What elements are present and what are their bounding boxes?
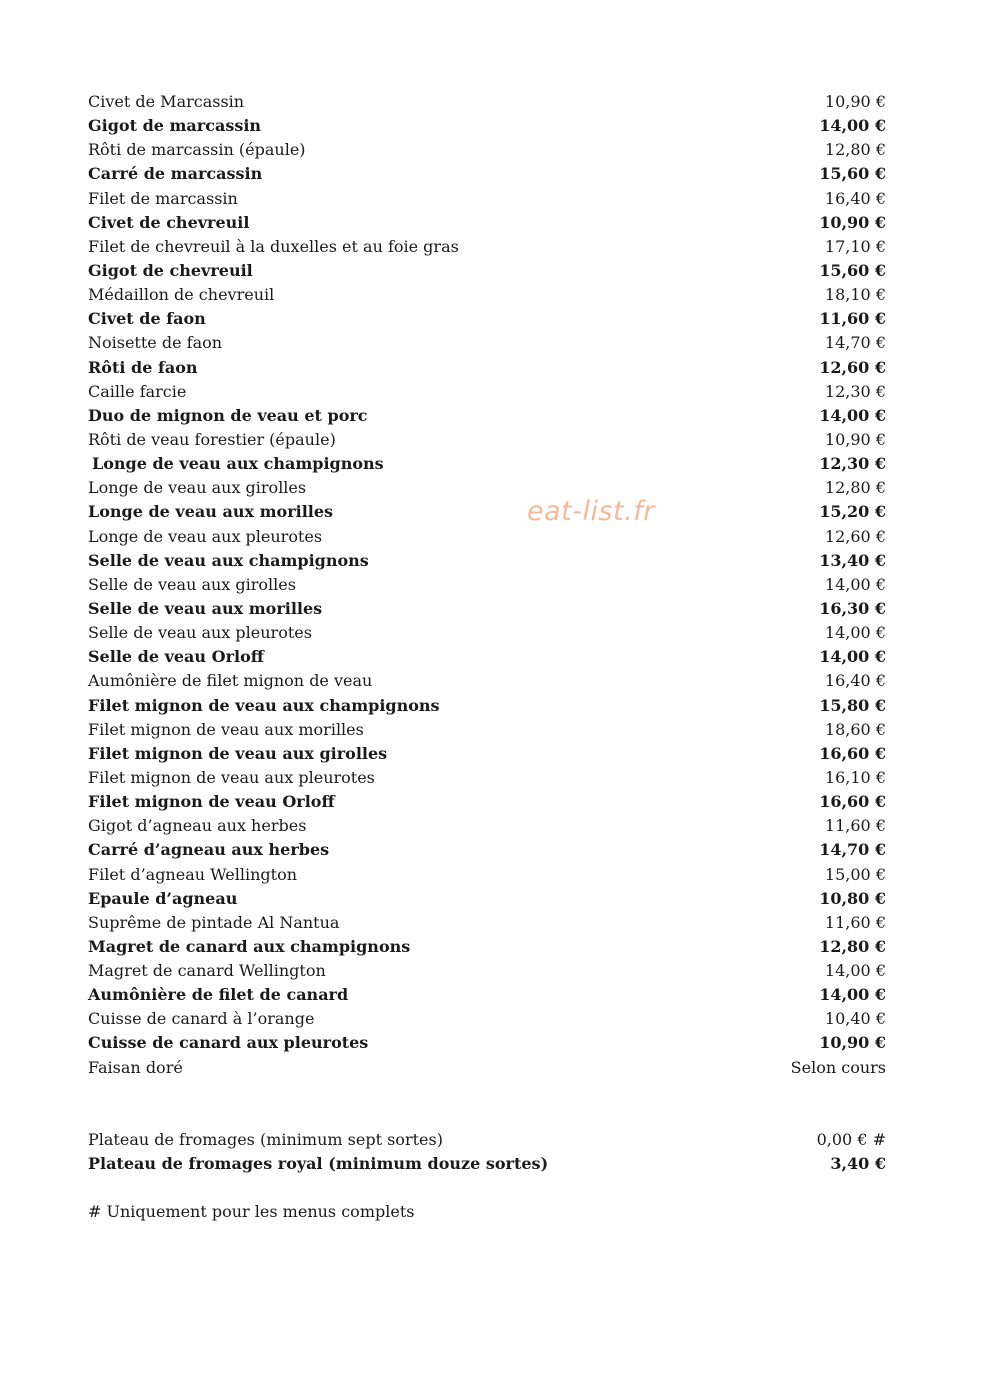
menu-item-price: 12,80 €	[819, 936, 886, 956]
menu-item-row	[88, 283, 886, 307]
menu-item-name: Aumônière de filet mignon de veau	[88, 671, 373, 691]
menu-item-name: Epaule d’agneau	[88, 888, 238, 908]
menu-item-row	[88, 307, 886, 331]
menu-item-price: Selon cours	[790, 1057, 886, 1077]
menu-item-price: 16,60 €	[819, 743, 886, 763]
menu-item-name: Médaillon de chevreuil	[88, 285, 275, 305]
menu-item-price: 13,40 €	[819, 550, 886, 570]
menu-item-price: 3,40 €	[830, 1154, 886, 1174]
watermark-text: eat-list.fr	[527, 496, 655, 527]
menu-item-name: Selle de veau aux morilles	[88, 598, 323, 618]
menu-item-price: 14,00 €	[824, 574, 886, 594]
menu-item-price: 12,30 €	[819, 454, 886, 474]
menu-item-price: 11,60 €	[819, 309, 886, 329]
menu-item-name: Cuisse de canard à l’orange	[88, 1009, 315, 1029]
menu-item-row	[88, 549, 886, 573]
menu-item-name: Civet de chevreuil	[88, 212, 250, 232]
menu-item-price: 14,00 €	[824, 623, 886, 643]
main-dish-list	[88, 90, 886, 1080]
menu-item-row	[88, 1007, 886, 1031]
menu-item-row	[88, 114, 886, 138]
menu-item-row	[88, 694, 886, 718]
menu-item-row	[88, 476, 886, 500]
menu-item-row	[88, 766, 886, 790]
menu-item-price: 16,10 €	[824, 767, 886, 787]
menu-item-row	[88, 597, 886, 621]
menu-item-row	[88, 645, 886, 669]
menu-item-row	[88, 259, 886, 283]
menu-item-name: Gigot de chevreuil	[88, 260, 253, 280]
menu-item-price: 12,60 €	[819, 357, 886, 377]
menu-item-price: 14,00 €	[824, 961, 886, 981]
menu-item-price: 12,60 €	[824, 526, 886, 546]
menu-item-price: 18,60 €	[824, 719, 886, 739]
menu-item-name: Civet de faon	[88, 309, 206, 329]
menu-item-name: Longe de veau aux morilles	[88, 502, 334, 522]
menu-item-row	[88, 235, 886, 259]
menu-item-name: Selle de veau aux girolles	[88, 574, 296, 594]
menu-item-price: 14,00 €	[819, 116, 886, 136]
menu-item-row	[88, 500, 886, 524]
menu-item-row	[88, 790, 886, 814]
menu-item-name: Longe de veau aux champignons	[92, 454, 384, 474]
menu-item-name: Gigot de marcassin	[88, 116, 262, 136]
menu-item-name: Longe de veau aux girolles	[88, 478, 307, 498]
menu-item-row	[88, 211, 886, 235]
menu-item-price: 10,90 €	[824, 92, 886, 111]
menu-item-row	[88, 983, 886, 1007]
menu-item-price: 10,90 €	[819, 1033, 886, 1053]
menu-item-name: Cuisse de canard aux pleurotes	[88, 1033, 369, 1053]
menu-item-price: 11,60 €	[824, 912, 886, 932]
menu-item-row	[88, 935, 886, 959]
menu-item-row	[88, 356, 886, 380]
menu-item-row	[88, 669, 886, 693]
menu-item-name: Plateau de fromages royal (minimum douze sortes)	[88, 1154, 549, 1174]
cheese-list	[88, 1128, 886, 1176]
menu-item-price: 16,40 €	[824, 188, 886, 208]
menu-item-name: Carré d’agneau aux herbes	[88, 840, 330, 860]
menu-item-row	[88, 525, 886, 549]
menu-item-row	[88, 380, 886, 404]
menu-item-name: Filet de chevreuil à la duxelles et au foie gras	[88, 236, 459, 256]
menu-item-price: 16,60 €	[819, 792, 886, 812]
menu-item-name: Filet mignon de veau aux morilles	[88, 719, 364, 739]
menu-item-name: Suprême de pintade Al Nantua	[88, 912, 340, 932]
menu-item-row	[88, 90, 886, 114]
menu-item-row	[88, 742, 886, 766]
menu-item-price: 10,90 €	[819, 212, 886, 232]
menu-item-price: 14,00 €	[819, 985, 886, 1005]
menu-item-price: 10,80 €	[819, 888, 886, 908]
menu-item-row	[88, 814, 886, 838]
menu-item-price: 10,40 €	[824, 1009, 886, 1029]
menu-item-row	[88, 331, 886, 355]
menu-item-row	[88, 1128, 886, 1152]
menu-item-row	[88, 404, 886, 428]
menu-item-name: Faisan doré	[88, 1057, 183, 1077]
menu-item-name: Selle de veau aux pleurotes	[88, 623, 312, 643]
menu-item-row	[88, 138, 886, 162]
menu-item-name: Rôti de faon	[88, 357, 198, 377]
menu-item-price: 12,80 €	[824, 140, 886, 160]
menu-item-row	[88, 718, 886, 742]
menu-item-row	[88, 428, 886, 452]
menu-item-row	[88, 187, 886, 211]
menu-item-name: Filet d’agneau Wellington	[88, 864, 298, 884]
menu-item-row	[88, 452, 886, 476]
menu-item-name: Duo de mignon de veau et porc	[88, 405, 368, 425]
menu-item-price: 15,00 €	[824, 864, 886, 884]
menu-item-name: Magret de canard aux champignons	[88, 936, 411, 956]
menu-item-name: Noisette de faon	[88, 333, 223, 353]
menu-item-row	[88, 911, 886, 935]
menu-item-name: Rôti de veau forestier (épaule)	[88, 429, 336, 449]
menu-item-price: 14,70 €	[824, 333, 886, 353]
menu-item-price: 12,80 €	[824, 478, 886, 498]
menu-item-name: Filet mignon de veau aux girolles	[88, 743, 388, 763]
menu-item-name: Filet mignon de veau aux pleurotes	[88, 767, 375, 787]
menu-item-price: 11,60 €	[824, 816, 886, 836]
menu-item-name: Caille farcie	[88, 381, 187, 401]
menu-item-row	[88, 162, 886, 186]
menu-item-price: 16,30 €	[819, 598, 886, 618]
menu-item-name: Filet de marcassin	[88, 188, 238, 208]
menu-item-row	[88, 887, 886, 911]
menu-item-price: 15,20 €	[819, 502, 886, 522]
menu-item-price: 14,70 €	[819, 840, 886, 860]
menu-item-price: 17,10 €	[824, 236, 886, 256]
menu-item-name: Rôti de marcassin (épaule)	[88, 140, 306, 160]
footnote: # Uniquement pour les menus complets	[88, 1202, 415, 1221]
menu-item-row	[88, 621, 886, 645]
menu-item-price: 0,00 € #	[816, 1130, 886, 1149]
menu-item-price: 15,60 €	[819, 260, 886, 280]
menu-item-name: Aumônière de filet de canard	[88, 985, 349, 1005]
menu-item-price: 18,10 €	[824, 285, 886, 305]
menu-item-name: Magret de canard Wellington	[88, 961, 326, 981]
menu-item-price: 10,90 €	[824, 429, 886, 449]
menu-item-row	[88, 573, 886, 597]
menu-item-price: 12,30 €	[824, 381, 886, 401]
menu-item-name: Selle de veau aux champignons	[88, 550, 369, 570]
menu-item-price: 14,00 €	[819, 647, 886, 667]
menu-item-name: Filet mignon de veau aux champignons	[88, 695, 440, 715]
menu-item-name: Longe de veau aux pleurotes	[88, 526, 323, 546]
menu-item-price: 15,60 €	[819, 164, 886, 184]
menu-item-price: 16,40 €	[824, 671, 886, 691]
menu-item-price: 15,80 €	[819, 695, 886, 715]
menu-item-name: Plateau de fromages (minimum sept sortes)	[88, 1130, 443, 1149]
menu-item-name: Filet mignon de veau Orloff	[88, 792, 335, 812]
menu-item-name: Civet de Marcassin	[88, 92, 245, 111]
menu-item-row	[88, 1152, 886, 1176]
menu-item-name: Selle de veau Orloff	[88, 647, 264, 667]
menu-item-row	[88, 1056, 886, 1080]
menu-item-price: 14,00 €	[819, 405, 886, 425]
menu-item-row	[88, 838, 886, 862]
menu-item-row	[88, 959, 886, 983]
menu-item-name: Gigot d’agneau aux herbes	[88, 816, 307, 836]
menu-item-row	[88, 863, 886, 887]
menu-item-name: Carré de marcassin	[88, 164, 263, 184]
menu-item-row	[88, 1031, 886, 1055]
